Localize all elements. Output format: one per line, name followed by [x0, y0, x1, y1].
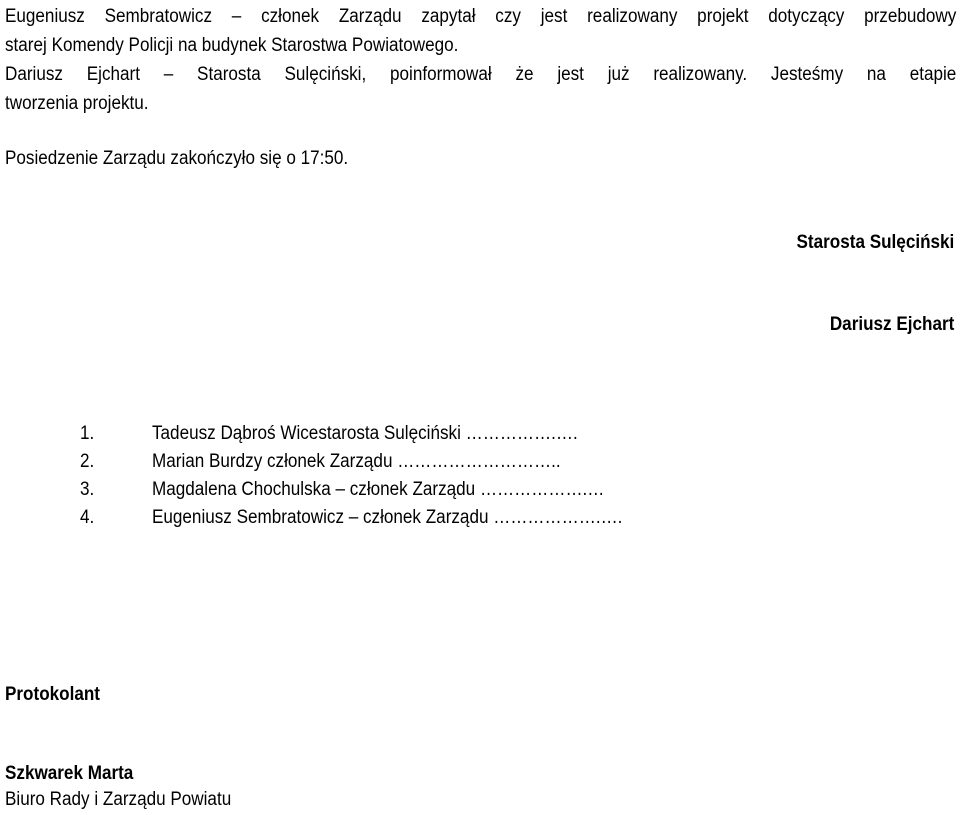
list-item-number: 3.: [80, 479, 95, 500]
paragraph-line: tworzenia projektu.: [5, 93, 149, 114]
list-item-number: 1.: [80, 423, 95, 444]
recorder-department: Biuro Rady i Zarządu Powiatu: [5, 789, 232, 810]
paragraph-closing: Posiedzenie Zarządu zakończyło się o 17:50.: [5, 148, 349, 169]
paragraph-line: Dariusz Ejchart – Starosta Sulęciński, poinformował że jest już realizowany. Jesteśmy na etapie: [5, 64, 957, 85]
list-item-text: Magdalena Chochulska – członek Zarządu ……………….…: [152, 479, 605, 500]
board-members-list: [80, 420, 622, 532]
list-item-number: 2.: [80, 451, 95, 472]
list-item-text: Eugeniusz Sembratowicz – członek Zarządu ……………….….: [152, 507, 623, 528]
paragraph-line: starej Komendy Policji na budynek Starostwa Powiatowego.: [5, 35, 459, 56]
paragraph-line: Eugeniusz Sembratowicz – członek Zarządu zapytał czy jest realizowany projekt dotyczący przebudowy: [5, 6, 957, 27]
list-item-number: 4.: [80, 507, 95, 528]
paragraph-answer: [5, 60, 956, 118]
recorder-name: Szkwarek Marta: [5, 763, 134, 784]
list-item: [80, 476, 622, 504]
list-item: [80, 420, 622, 448]
recorder-label: Protokolant: [5, 684, 101, 705]
list-item-text: Tadeusz Dąbroś Wicestarosta Sulęciński …………….….: [152, 423, 578, 444]
list-item: [80, 448, 622, 476]
list-item-text: Marian Burdzy członek Zarządu ………………………..: [152, 451, 561, 472]
signature-name: Dariusz Ejchart: [829, 314, 954, 335]
list-item: [80, 504, 622, 532]
signature-title: Starosta Sulęciński: [796, 232, 954, 253]
paragraph-question: [5, 2, 956, 60]
